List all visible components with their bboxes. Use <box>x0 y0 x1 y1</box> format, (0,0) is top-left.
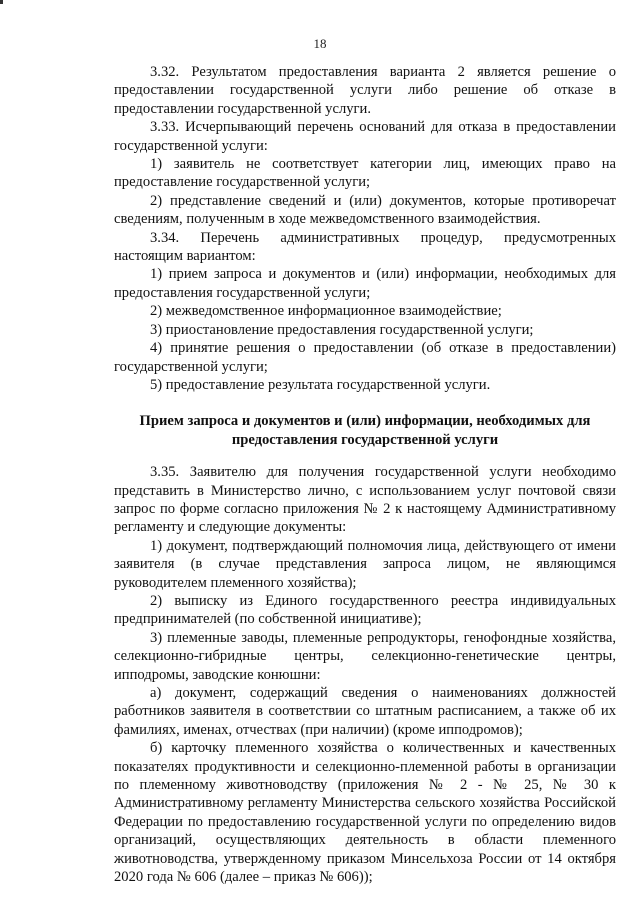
paragraph: 2) представление сведений и (или) документов, которые противоречат сведениям, полученным в ходе межведомственного взаимодействия. <box>114 192 616 228</box>
paragraph: 3.35. Заявителю для получения государственной услуги необходимо представить в Министерство лично, с использованием услуг почтовой связи запрос по форме согласно приложения № 2 к настоящему Административному регламенту и следующие документы: <box>114 464 616 536</box>
paragraph: 3) приостановление предоставления государственной услуги; <box>150 321 534 338</box>
paragraph: б) карточку племенного хозяйства о количественных и качественных показателях продуктивности и селекционно-племенной работы в организации по племенному животноводству (приложения № 2 - № 25, № 30 к Административному регламенту Министерства сельского хозяйства Российской Федерации по предоставлению государственной услуги по определению видов организаций, осуществляющих деятельность в области племенного животноводства, утвержденному приказом Минсельхоза России от 14 октября 2020 года № 606 (далее – приказ № 606)); <box>114 740 616 886</box>
paragraph: 1) заявитель не соответствует категории лиц, имеющих право на предоставление государственной услуги; <box>114 156 616 191</box>
paragraph: 3.33. Исчерпывающий перечень оснований для отказа в предоставлении государственной услуги: <box>114 119 616 154</box>
paragraph: 2) межведомственное информационное взаимодействие; <box>150 303 502 320</box>
paragraph: 3.34. Перечень административных процедур, предусмотренных настоящим вариантом: <box>114 229 616 265</box>
paragraph: 1) документ, подтверждающий полномочия лица, действующего от имени заявителя (в случае представления запроса лицом, не являющимся руководителем племенного хозяйства); <box>114 537 616 591</box>
paragraph: 1) прием запроса и документов и (или) информации, необходимых для предоставления государственной услуги; <box>114 266 616 301</box>
paragraph: а) документ, содержащий сведения о наименованиях должностей работников заявителя в соответствии со штатным расписанием, а также об их фамилиях, именах, отчествах (при наличии) (кроме ипподромов); <box>114 685 616 738</box>
document-body <box>114 63 616 886</box>
scan-artifact <box>0 0 3 4</box>
page-number: 18 <box>313 36 327 51</box>
paragraph: 2) выписку из Единого государственного реестра индивидуальных предпринимателей (по собственной инициативе); <box>114 592 616 628</box>
paragraph: 5) предоставление результата государственной услуги. <box>150 376 491 393</box>
paragraph: 4) принятие решения о предоставлении (об отказе в предоставлении) государственной услуги; <box>114 340 616 375</box>
paragraph: 3) племенные заводы, племенные репродукторы, генофондные хозяйства, селекционно-гибридные центры, селекционно-генетические центры, ипподромы, заводские конюшни: <box>114 629 616 683</box>
paragraph: 3.32. Результатом предоставления варианта 2 является решение о предоставлении государственной услуги либо решение об отказе в предоставлении государственной услуги. <box>114 64 616 117</box>
section-heading: Прием запроса и документов и (или) информации, необходимых для предоставления государственной услуги <box>139 413 591 448</box>
